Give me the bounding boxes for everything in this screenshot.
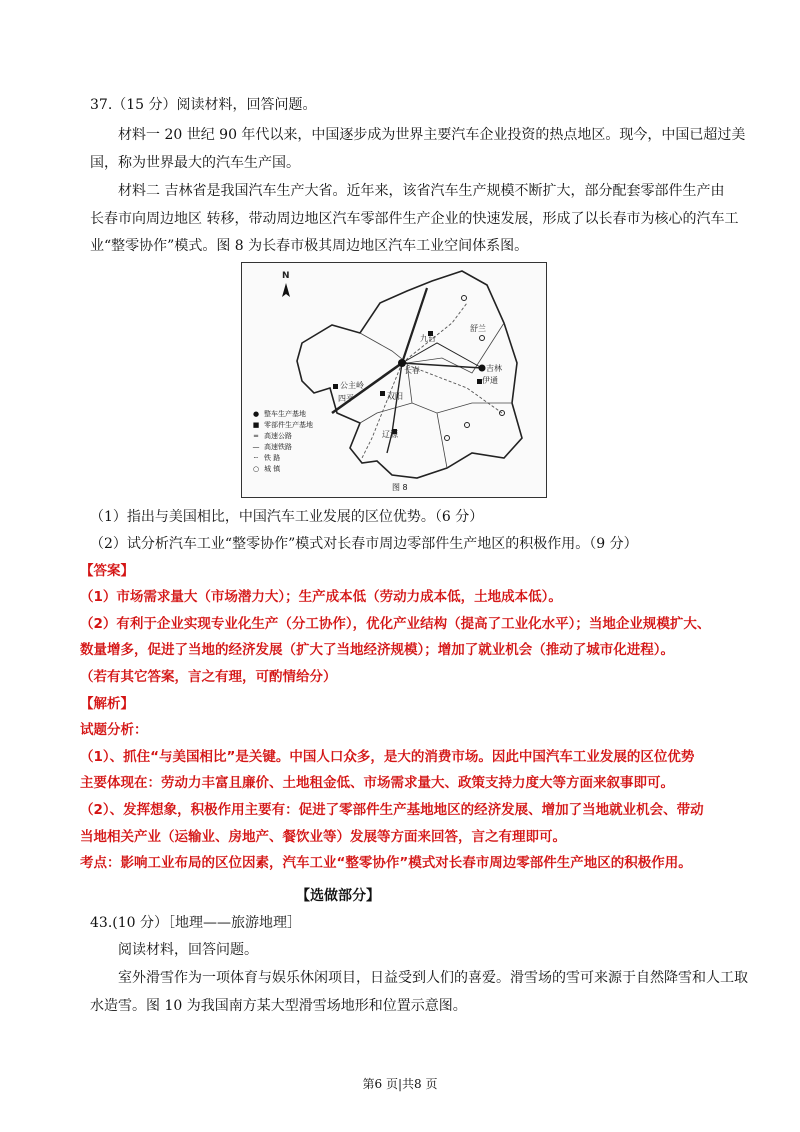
material2-line1: 材料二 吉林省是我国汽车生产大省。近年来，该省汽车生产规模不断扩大，部分配套零部件生产由 <box>118 183 725 199</box>
material2-line3: 业“整零协作”模式。图 8 为长春市极其周边地区汽车工业空间体系图。 <box>90 238 529 254</box>
analysis-title: 试题分析： <box>80 722 148 738</box>
sub-question-1: （1）指出与美国相比，中国汽车工业发展的区位优势。（6 分） <box>90 509 484 525</box>
q43-line1: 室外滑雪作为一项体育与娱乐休闲项目，日益受到人们的喜爱。滑雪场的雪可来源于自然降雪和人工取 <box>118 970 748 986</box>
answer-tag: 【答案】 <box>80 563 134 579</box>
q43-intro: 阅读材料，回答问题。 <box>118 942 258 958</box>
north-label: N <box>282 271 290 281</box>
map-legend <box>248 409 358 481</box>
legend-item: ═ 高速公路 <box>253 432 292 440</box>
figure-caption: 图 8 <box>392 483 408 492</box>
legend-item: ○ 城 镇 <box>252 465 281 473</box>
sub-question-2: （2）试分析汽车工业“整零协作”模式对长春市周边零部件生产地区的积极作用。（9 分） <box>90 536 638 552</box>
answer-2-line1: （2）有利于企业实现专业化生产（分工协作），优化产业结构（提高了工业化水平）；当地企业规模扩大、 <box>80 616 711 632</box>
material1-line2: 国，称为世界最大的汽车生产国。 <box>90 155 300 171</box>
section-title: 【选做部分】 <box>296 888 380 904</box>
analysis-1-line1: （1）、抓住“与美国相比”是关键。中国人口众多，是大的消费市场。因此中国汽车工业发展的区位优势 <box>80 749 695 765</box>
answer-2-line2: 数量增多，促进了当地的经济发展（扩大了当地经济规模）；增加了就业机会（推动了城市化进程）。 <box>80 642 674 658</box>
q43-header: 43.(10 分）［地理——旅游地理］ <box>90 915 301 931</box>
analysis-tag: 【解析】 <box>80 696 134 712</box>
legend-item: ┄ 铁 路 <box>253 454 281 462</box>
label-jilin: 吉林 <box>486 364 502 373</box>
label-jiutai: 九台 <box>420 334 436 343</box>
legend-item: ● 整车生产基地 <box>252 410 306 418</box>
label-changchun: 长春 <box>404 366 420 375</box>
analysis-2-line1: （2）、发挥想象，积极作用主要有：促进了零部件生产基地地区的经济发展、增加了当地就业机会、带动 <box>80 802 704 818</box>
label-siping: 四平 <box>338 394 354 403</box>
legend-item: ■ 零部件生产基地 <box>252 421 313 429</box>
label-shuangyang: 双阳 <box>387 392 403 401</box>
page-footer: 第6 页|共8 页 <box>362 1077 438 1091</box>
label-liaoyuan: 辽源 <box>382 430 398 439</box>
label-gongzhuling: 公主岭 <box>340 381 364 390</box>
kaodian: 考点：影响工业布局的区位因素，汽车工业“整零协作”模式对长春市周边零部件生产地区的积极作用。 <box>80 855 692 871</box>
answer-1: （1）市场需求量大（市场潜力大）；生产成本低（劳动力成本低，土地成本低）。 <box>80 589 562 605</box>
analysis-1-line2: 主要体现在：劳动力丰富且廉价、土地租金低、市场需求量大、政策支持力度大等方面来叙事即可。 <box>80 775 674 791</box>
analysis-2-line2: 当地相关产业（运输业、房地产、餐饮业等）发展等方面来回答，言之有理即可。 <box>80 829 566 845</box>
material2-line2: 长春市向周边地区 转移，带动周边地区汽车零部件生产企业的快速发展，形成了以长春市为核心的汽车工 <box>90 211 739 227</box>
changchun-industry-map <box>241 262 547 498</box>
label-shulan: 舒兰 <box>470 324 486 333</box>
answer-note: （若有其它答案，言之有理，可酌情给分） <box>80 669 337 685</box>
material1-line1: 材料一 20 世纪 90 年代以来，中国逐步成为世界主要汽车企业投资的热点地区。现今，中国已超过美 <box>118 127 746 143</box>
label-yitong: 伊通 <box>482 376 498 385</box>
q37-header: 37.（15 分）阅读材料，回答问题。 <box>90 97 317 113</box>
legend-item: — 高速铁路 <box>252 443 292 451</box>
q43-line2: 水造雪。图 10 为我国南方某大型滑雪场地形和位置示意图。 <box>90 998 467 1014</box>
